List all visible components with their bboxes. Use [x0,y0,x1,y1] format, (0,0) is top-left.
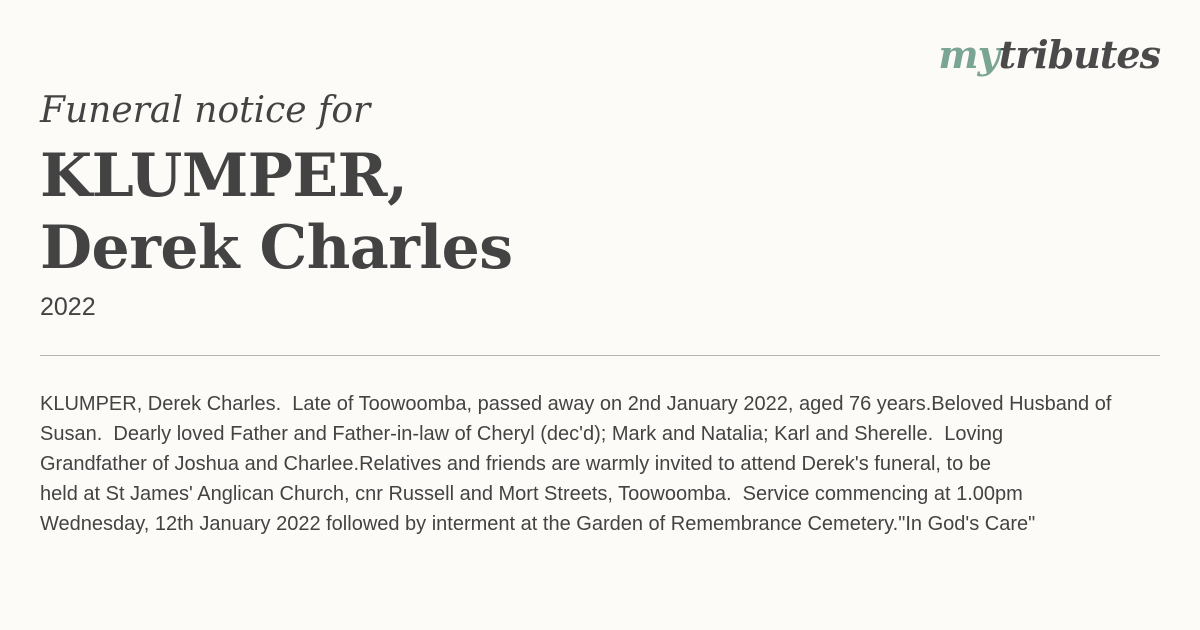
logo-tributes-text: tributes [998,32,1160,77]
notice-body [40,389,1200,539]
divider [40,355,1160,356]
notice-body-line: Grandfather of Joshua and Charlee.Relatives and friends are warmly invited to attend Derek's funeral, to be [40,453,992,475]
notice-body-line: Susan. Dearly loved Father and Father-in-law of Cheryl (dec'd); Mark and Natalia; Karl and Sherelle. Loving [40,423,1004,445]
mytributes-logo[interactable] [938,32,1160,77]
deceased-given-names: Derek Charles [40,213,513,283]
notice-heading: Funeral notice for [40,90,371,131]
logo-my-text: my [938,32,999,77]
deceased-surname: KLUMPER, [40,141,408,211]
notice-year: 2022 [40,293,96,321]
notice-body-line: KLUMPER, Derek Charles. Late of Toowoomba, passed away on 2nd January 2022, aged 76 years.Beloved Husband of [40,393,1112,415]
notice-body-line: held at St James' Anglican Church, cnr Russell and Mort Streets, Toowoomba. Service commencing at 1.00pm [40,483,1023,505]
notice-body-line: Wednesday, 12th January 2022 followed by interment at the Garden of Remembrance Cemetery."In God's Care" [40,513,1036,535]
deceased-name [40,140,513,284]
